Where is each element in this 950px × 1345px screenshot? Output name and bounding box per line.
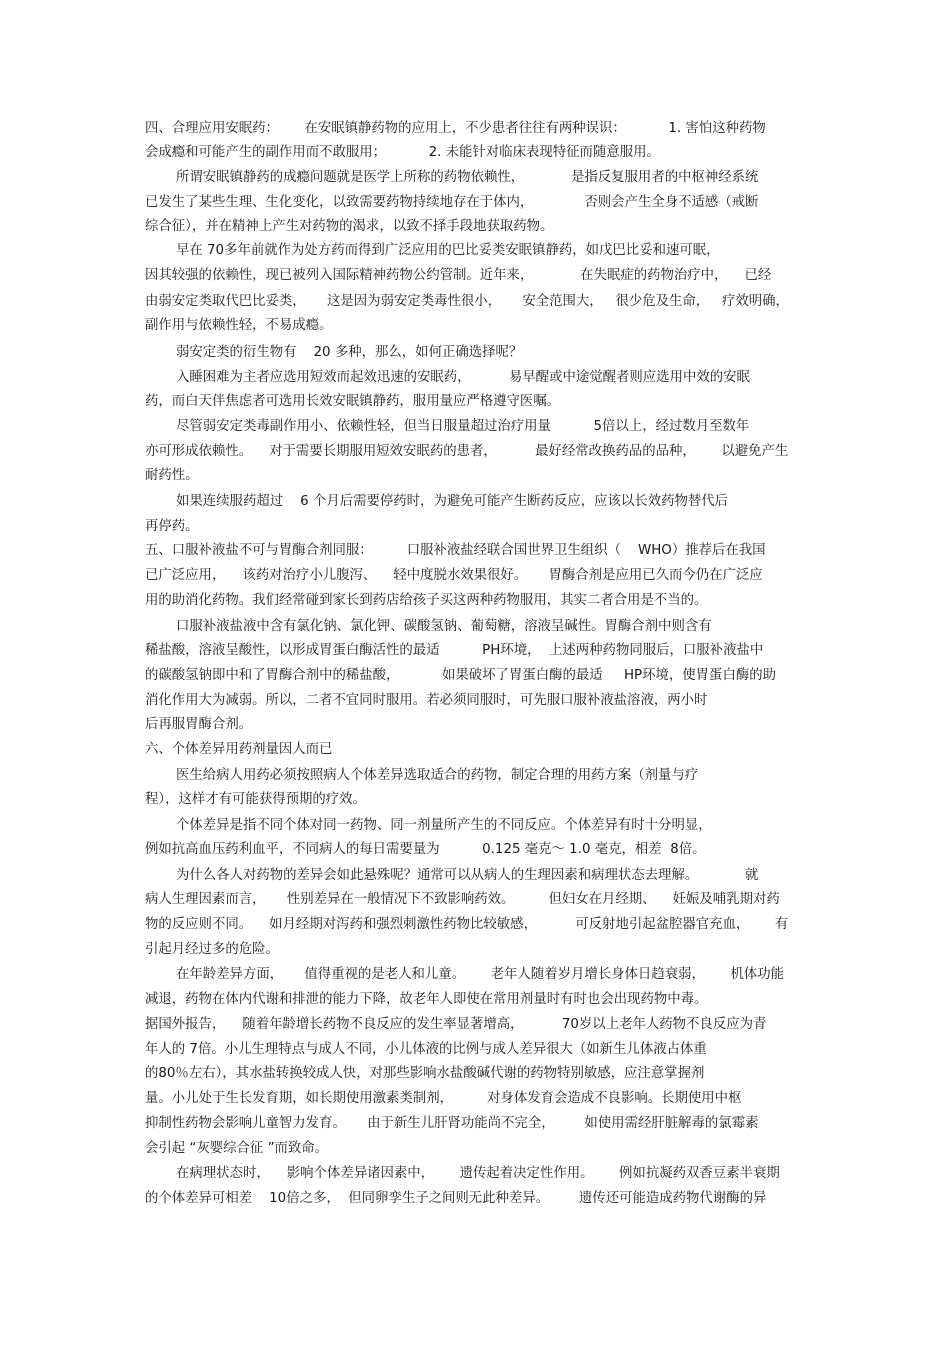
text-line: 的碳酸氢钠即中和了胃酶合剂中的稀盐酸， 如果破坏了胃蛋白酶的最适 HP环境，使胃蛋白酶的助 [145,668,777,683]
text-line: 四、合理应用安眠药： 在安眠镇静药物的应用上，不少患者往往有两种误识： 1. 害怕这种药物 [145,121,766,136]
text-line: 药，而白天伴焦虑者可选用长效安眠镇静药，服用量应严格遵守医嘱。 [145,394,561,409]
text-line: 引起月经过多的危险。 [145,942,279,957]
text-line: 由弱安定类取代巴比妥类， 这是因为弱安定类毒性很小， 安全范围大， 很少危及生命， 疗效明确， [145,294,789,309]
text-line: 抑制性药物会影响儿童智力发育。 由于新生儿肝肾功能尚不完全， 如使用需经肝脏解毒的氯霉素 [145,1116,759,1131]
text-line: 为什么各人对药物的差异会如此悬殊呢？通常可以从病人的生理因素和病理状态去理解。 就 [176,868,759,883]
text-line: 弱安定类的衍生物有 20 多种，那么，如何正确选择呢？ [176,345,523,360]
text-line: 所谓安眠镇静药的成瘾问题就是医学上所称的药物依赖性， 是指反复服用者的中枢神经系统 [176,170,759,185]
text-line: 后再服胃酶合剂。 [145,717,253,732]
text-line: 已广泛应用， 该药对治疗小儿腹泻、 轻中度脱水效果很好。 胃酶合剂是应用已久而今仍在广泛应 [145,568,763,583]
text-line: 年人的 7倍。小儿生理特点与成人不同，小儿体液的比例与成人差异很大（如新生儿体液占体重 [145,1042,707,1057]
text-line: 稀盐酸，溶液呈酸性，以形成胃蛋白酶活性的最适 PH环境， 上述两种药物同服后，口服补液盐中 [145,643,764,658]
text-line: 早在 70多年前就作为处方药而得到广泛应用的巴比妥类安眠镇静药，如戊巴比妥和速可眠， [176,243,720,258]
text-line: 五、口服补液盐不可与胃酶合剂同服： 口服补液盐经联合国世界卫生组织（ WHO）推荐后在我国 [145,543,766,558]
text-line: 医生给病人用药必须按照病人个体差异选取适合的药物，制定合理的用药方案（剂量与疗 [176,768,699,783]
text-line: 个体差异是指不同个体对同一药物、同一剂量所产生的不同反应。个体差异有时十分明显， [176,818,712,833]
text-line: 如果连续服药超过 6 个月后需要停药时，为避免可能产生断药反应，应该以长效药物替代后 [176,494,729,509]
text-line: 据国外报告， 随着年龄增长药物不良反应的发生率显著增高， 70岁以上老年人药物不良反应为青 [145,1017,767,1032]
text-line: 消化作用大为减弱。所以，二者不宜同时服用。若必须同服时，可先服口服补液盐溶液，两小时 [145,693,708,708]
text-line: 例如抗高血压药利血平，不同病人的每日需要量为 0.125 毫克～ 1.0 毫克，相差 8倍。 [145,842,706,857]
text-line: 副作用与依赖性轻，不易成瘾。 [145,318,333,333]
text-line: 在病理状态时， 影响个体差异诸因素中， 遗传起着决定性作用。 例如抗凝药双香豆素半衰期 [176,1166,780,1181]
text-line: 减退，药物在体内代谢和排泄的能力下降，故老年人即使在常用剂量时有时也会出现药物中毒。 [145,992,708,1007]
text-line: 的80％左右），其水盐转换较成人快，对那些影响水盐酸碱代谢的药物特别敏感，应注意掌握剂 [145,1066,705,1081]
text-line: 六、个体差异用药剂量因人而已 [145,742,333,757]
text-line: 程），这样才有可能获得预期的疗效。 [145,792,366,807]
text-line: 耐药性。 [145,468,199,483]
text-line: 口服补液盐液中含有氯化钠、氯化钾、碳酸氢钠、葡萄糖，溶液呈碱性。胃酶合剂中则含有 [176,619,712,634]
text-line: 会成瘾和可能产生的副作用而不敢服用； 2. 未能针对临床表现特征而随意服用。 [145,145,660,160]
text-line: 尽管弱安定类毒副作用小、依赖性轻，但当日服量超过治疗用量 5倍以上，经过数月至数年 [176,419,750,434]
text-line: 病人生理因素而言， 性别差异在一般情况下不致影响药效。 但妇女在月经期、 妊娠及哺乳期对药 [145,892,780,907]
text-line: 因其较强的依赖性，现已被列入国际精神药物公约管制。近年来， 在失眠症的药物治疗中， 已经 [145,268,772,283]
text-line: 综合征），并在精神上产生对药物的渴求，以致不择手段地获取药物。 [145,219,554,234]
text-line: 亦可形成依赖性。 对于需要长期服用短效安眠药的患者， 最好经常改换药品的品种， 以避免产生 [145,444,789,459]
text-line: 物的反应则不同。 如月经期对泻药和强烈刺激性药物比较敏感， 可反射地引起盆腔器官充血， 有 [145,917,789,932]
text-line: 入睡困难为主者应选用短效而起效迅速的安眠药， 易早醒或中途觉醒者则应选用中效的安眠 [176,370,750,385]
text-line: 已发生了某些生理、生化变化，以致需要药物持续地存在于体内， 否则会产生全身不适感（戒断 [145,195,759,210]
text-line: 会引起 “灰婴综合征 ”而致命。 [145,1141,329,1156]
text-line: 用的助消化药物。我们经常碰到家长到药店给孩子买这两种药物服用，其实二者合用是不当的。 [145,593,708,608]
text-line: 量。小儿处于生长发育期，如长期使用激素类制剂， 对身体发育会造成不良影响。长期使用中枢 [145,1091,742,1106]
text-line: 再停药。 [145,519,199,534]
text-line: 的个体差异可相差 10倍之多， 但同卵孪生子之间则无此种差异。 遗传还可能造成药物代谢酶的异 [145,1191,767,1206]
text-line: 在年龄差异方面， 值得重视的是老人和儿童。 老年人随着岁月增长身体日趋衰弱， 机体功能 [176,967,784,982]
